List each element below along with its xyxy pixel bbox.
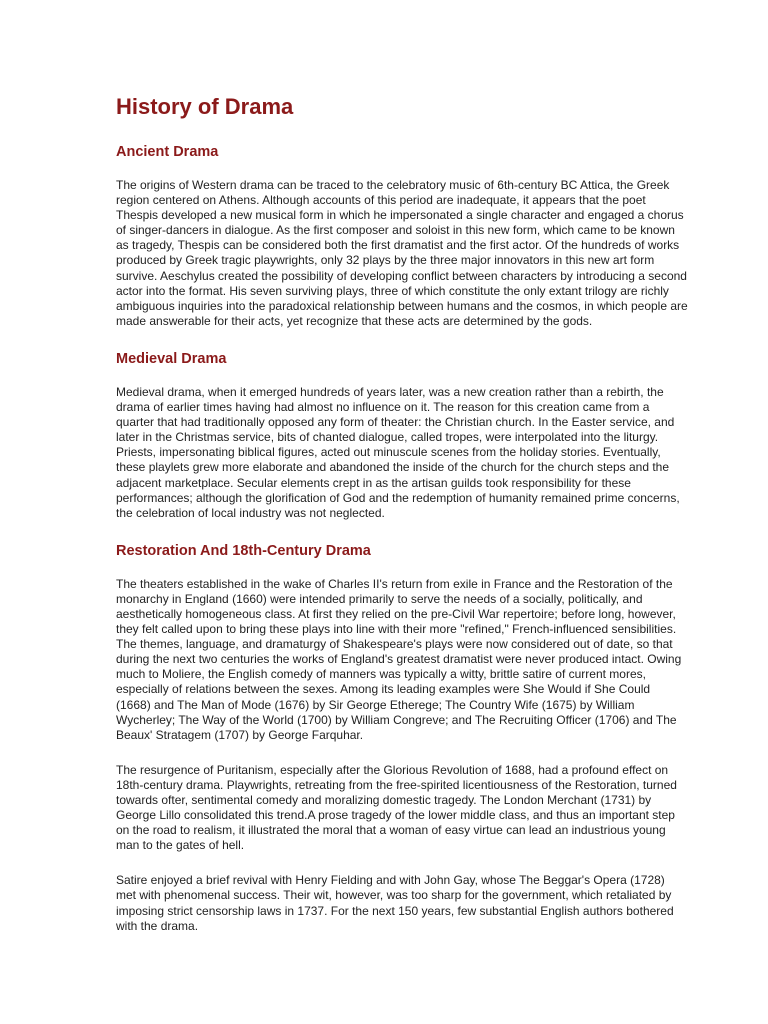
paragraph: The resurgence of Puritanism, especially after the Glorious Revolution of 1688, had a profound effect on 18th-century drama. Playwrights, retreating from the free-spirited licentiousness of the Restoration, turned towards ofter, sentimental comedy and moralizing domestic tragedy. The London Merchant (1731) by George Lillo consolidated this trend.A prose tragedy of the lower middle class, and thus an important step on the road to realism, it illustrated the moral that a woman of easy virtue can lead an industrious young man to the gates of hell. xyxy=(116,762,677,853)
section-heading: Ancient Drama xyxy=(116,144,219,160)
paragraph: Satire enjoyed a brief revival with Henry Fielding and with John Gay, whose The Beggar's Opera (1728) met with phenomenal success. Their wit, however, was too sharp for the government, which retaliated by imposing strict censorship laws in 1737. For the next 150 years, few substantial English authors bothered with the drama. xyxy=(116,873,674,933)
section-heading: Restoration And 18th-Century Drama xyxy=(116,542,371,559)
page-title: History of Drama xyxy=(116,94,294,119)
section-restoration-drama xyxy=(116,541,688,934)
paragraph: Medieval drama, when it emerged hundreds of years later, was a new creation rather than a rebirth, the drama of earlier times having had almost no influence on it. The reason for this creation came from a quarter that had traditionally opposed any form of theater: the Christian church. In the Easter service, and later in the Christmas service, bits of chanted dialogue, called tropes, were interpolated into the liturgy. Priests, impersonating biblical figures, acted out minuscule scenes from the holiday stories. Eventually, these playlets grew more elaborate and abandoned the inside of the church for the church steps and the adjacent marketplace. Secular elements crept in as the artisan guilds took responsibility for these performances; although the glorification of God and the redemption of humanity remained prime concerns, the celebration of local industry was not neglected. xyxy=(116,384,680,520)
section-heading: Medieval Drama xyxy=(116,350,227,367)
paragraph: The origins of Western drama can be traced to the celebratory music of 6th-century BC Attica, the Greek region centered on Athens. Although accounts of this period are inadequate, it appears that the poet Thespis developed a new musical form in which he impersonated a single character and engaged a chorus of singer-dancers in dialogue. As the first composer and soloist in this new form, which came to be known as tragedy, Thespis can be considered both the first dramatist and the first actor. Of the hundreds of works produced by Greek tragic playwrights, only 32 plays by the three major innovators in this new art form survive. Aeschylus created the possibility of developing conflict between characters by introducing a second actor into the format. His seven surviving plays, three of which constitute the only extant trilogy are richly ambiguous inquiries into the paradoxical relationship between humans and the cosmos, in which people are made answerable for their acts, yet recognize that these acts are determined by the gods. xyxy=(116,178,688,328)
section-medieval-drama xyxy=(116,349,688,521)
paragraph: The theaters established in the wake of Charles II's return from exile in France and the Restoration of the monarchy in England (1660) were intended primarily to serve the needs of a socially, politically, and aesthetically homogeneous class. At first they relied on the pre-Civil War repertoire; before long, however, they felt called upon to bring these plays into line with their more "refined," French-influenced sensibilities. The themes, language, and dramaturgy of Shakespeare's plays were now considered out of date, so that during the next two centuries the works of England's greatest dramatist were never produced intact. Owing much to Moliere, the English comedy of manners was typically a witty, brittle satire of current mores, especially of relations between the sexes. Among its leading examples were She Would if She Could (1668) and The Man of Mode (1676) by Sir George Etherege; The Country Wife (1675) by William Wycherley; The Way of the World (1700) by William Congreve; and The Recruiting Officer (1706) and The Beaux' Stratagem (1707) by George Farquhar. xyxy=(116,576,682,742)
section-ancient-drama xyxy=(116,142,688,329)
